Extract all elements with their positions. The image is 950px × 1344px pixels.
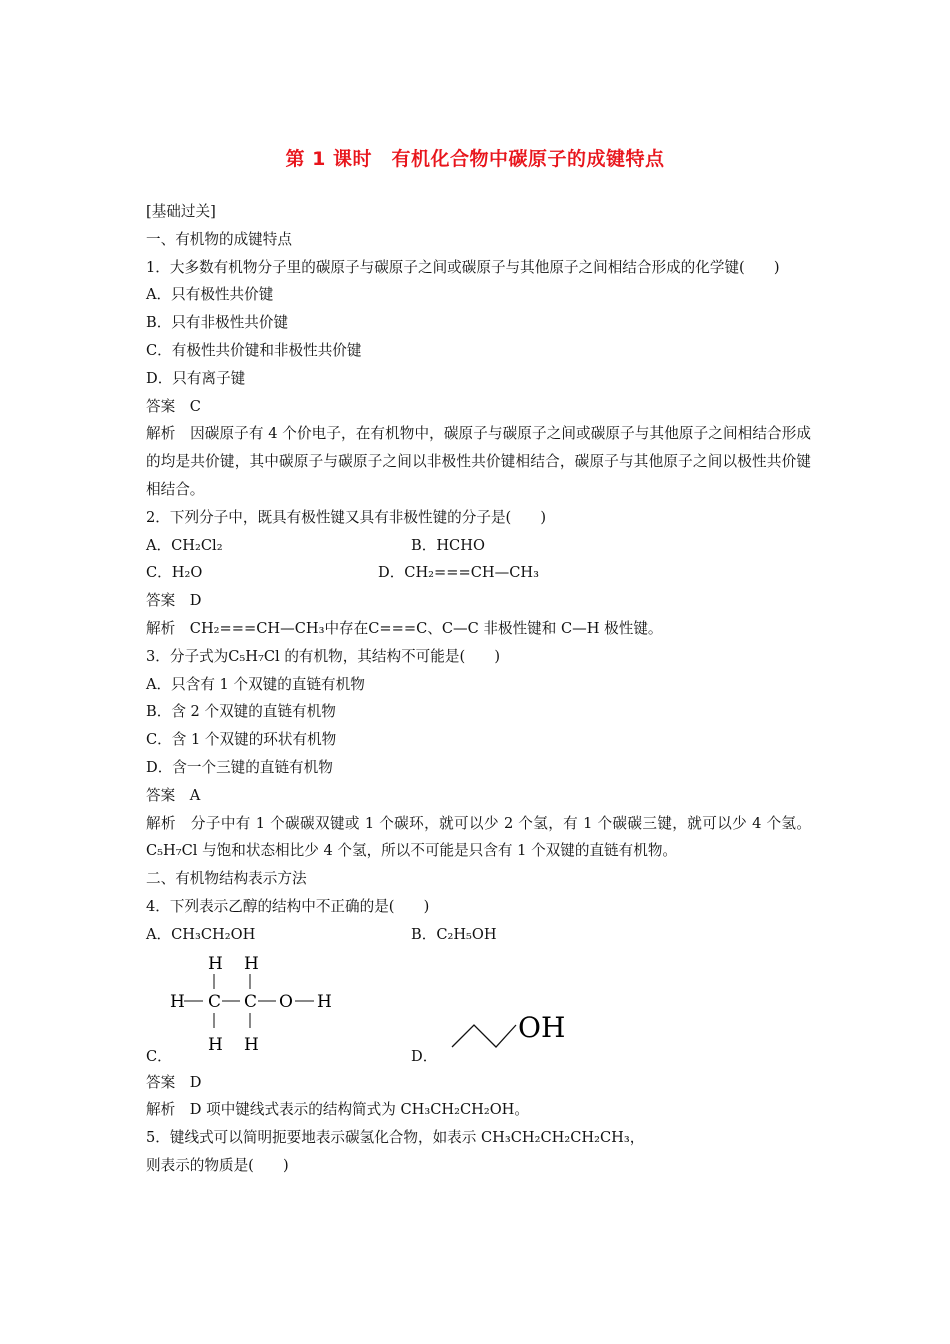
atom-h: H	[317, 991, 332, 1012]
q3-analysis: 解析 分子中有 1 个碳碳双键或 1 个碳环，就可以少 2 个氢，有 1 个碳碳三键，就可以少 4 个氢。C₅H₇Cl 与饱和状态相比少 4 个氢，所以不可能是只含有 1 个双键的直链有机物。	[146, 814, 811, 860]
q4-figure-row	[146, 949, 811, 1069]
q2-option-a: A．CH₂Cl₂	[146, 536, 223, 554]
q1-option-b: B．只有非极性共价键	[146, 314, 289, 332]
bond-line-formula	[446, 1007, 576, 1057]
q4-stem: 4．下列表示乙醇的结构中不正确的是( )	[146, 897, 430, 915]
q1-stem: 1．大多数有机物分子里的碳原子与碳原子之间或碳原子与其他原子之间相结合形成的化学键( )	[146, 258, 780, 276]
section-tag: [基础过关]	[146, 203, 216, 220]
q2-stem: 2．下列分子中，既具有极性键又具有非极性键的分子是( )	[146, 508, 547, 526]
q4-option-c: C．	[146, 1047, 172, 1065]
q3-option-a: A．只含有 1 个双键的直链有机物	[146, 675, 365, 693]
q2-option-b: B．HCHO	[411, 536, 485, 554]
q4-option-b: B．C₂H₅OH	[411, 925, 497, 943]
atom-h: H	[170, 991, 185, 1012]
q4-analysis: 解析 D 项中键线式表示的结构简式为 CH₃CH₂CH₂OH。	[146, 1101, 529, 1119]
part1-heading: 一、有机物的成键特点	[146, 230, 292, 248]
q3-option-c: C．含 1 个双键的环状有机物	[146, 731, 337, 749]
q1-option-d: D．只有离子键	[146, 369, 246, 387]
atom-h: H	[244, 1034, 259, 1055]
q2-answer: 答案 D	[146, 592, 202, 610]
ethanol-structural-formula	[166, 949, 346, 1059]
q5-stem-continued: 则表示的物质是( )	[146, 1156, 289, 1174]
q1-option-a: A．只有极性共价键	[146, 286, 274, 304]
document-body	[146, 198, 811, 1180]
q2-options-row1	[146, 532, 811, 560]
q2-options-row2	[146, 559, 811, 587]
q4-answer: 答案 D	[146, 1073, 202, 1091]
atom-h: H	[208, 953, 223, 974]
atom-o: O	[279, 991, 293, 1012]
q4-option-d: D．	[411, 1047, 438, 1065]
q3-option-d: D．含一个三键的直链有机物	[146, 758, 333, 776]
atom-h: H	[208, 1034, 223, 1055]
q1-analysis: 解析 因碳原子有 4 个价电子，在有机物中，碳原子与碳原子之间或碳原子与其他原子之间相结合形成的均是共价键，其中碳原子与碳原子之间以非极性共价键相结合，碳原子与其他原子之间以极性共价键相结合。	[146, 425, 811, 498]
q4-option-a: A．CH₃CH₂OH	[146, 925, 256, 943]
q2-option-d: D．CH₂===CH—CH₃	[378, 564, 539, 582]
q3-option-b: B．含 2 个双键的直链有机物	[146, 703, 336, 721]
q3-stem: 3．分子式为C₅H₇Cl 的有机物，其结构不可能是( )	[146, 647, 501, 665]
atom-c: C	[244, 991, 258, 1012]
oh-group: OH	[518, 1010, 566, 1044]
q2-option-c: C．H₂O	[146, 564, 203, 582]
q1-option-c: C．有极性共价键和非极性共价键	[146, 341, 362, 359]
atom-h: H	[244, 953, 259, 974]
q3-answer: 答案 A	[146, 786, 201, 804]
q4-options-row1	[146, 921, 811, 949]
carbon-chain	[452, 1025, 516, 1047]
part2-heading: 二、有机物结构表示方法	[146, 870, 307, 888]
q1-answer: 答案 C	[146, 397, 201, 415]
q5-stem: 5．键线式可以简明扼要地表示碳氢化合物，如表示 CH₃CH₂CH₂CH₂CH₃，	[146, 1129, 645, 1147]
page-title: 第 1 课时 有机化合物中碳原子的成键特点	[285, 148, 665, 170]
atom-c: C	[208, 991, 222, 1012]
q2-analysis: 解析 CH₂===CH—CH₃中存在C===C、C—C 非极性键和 C—H 极性键。	[146, 619, 663, 637]
